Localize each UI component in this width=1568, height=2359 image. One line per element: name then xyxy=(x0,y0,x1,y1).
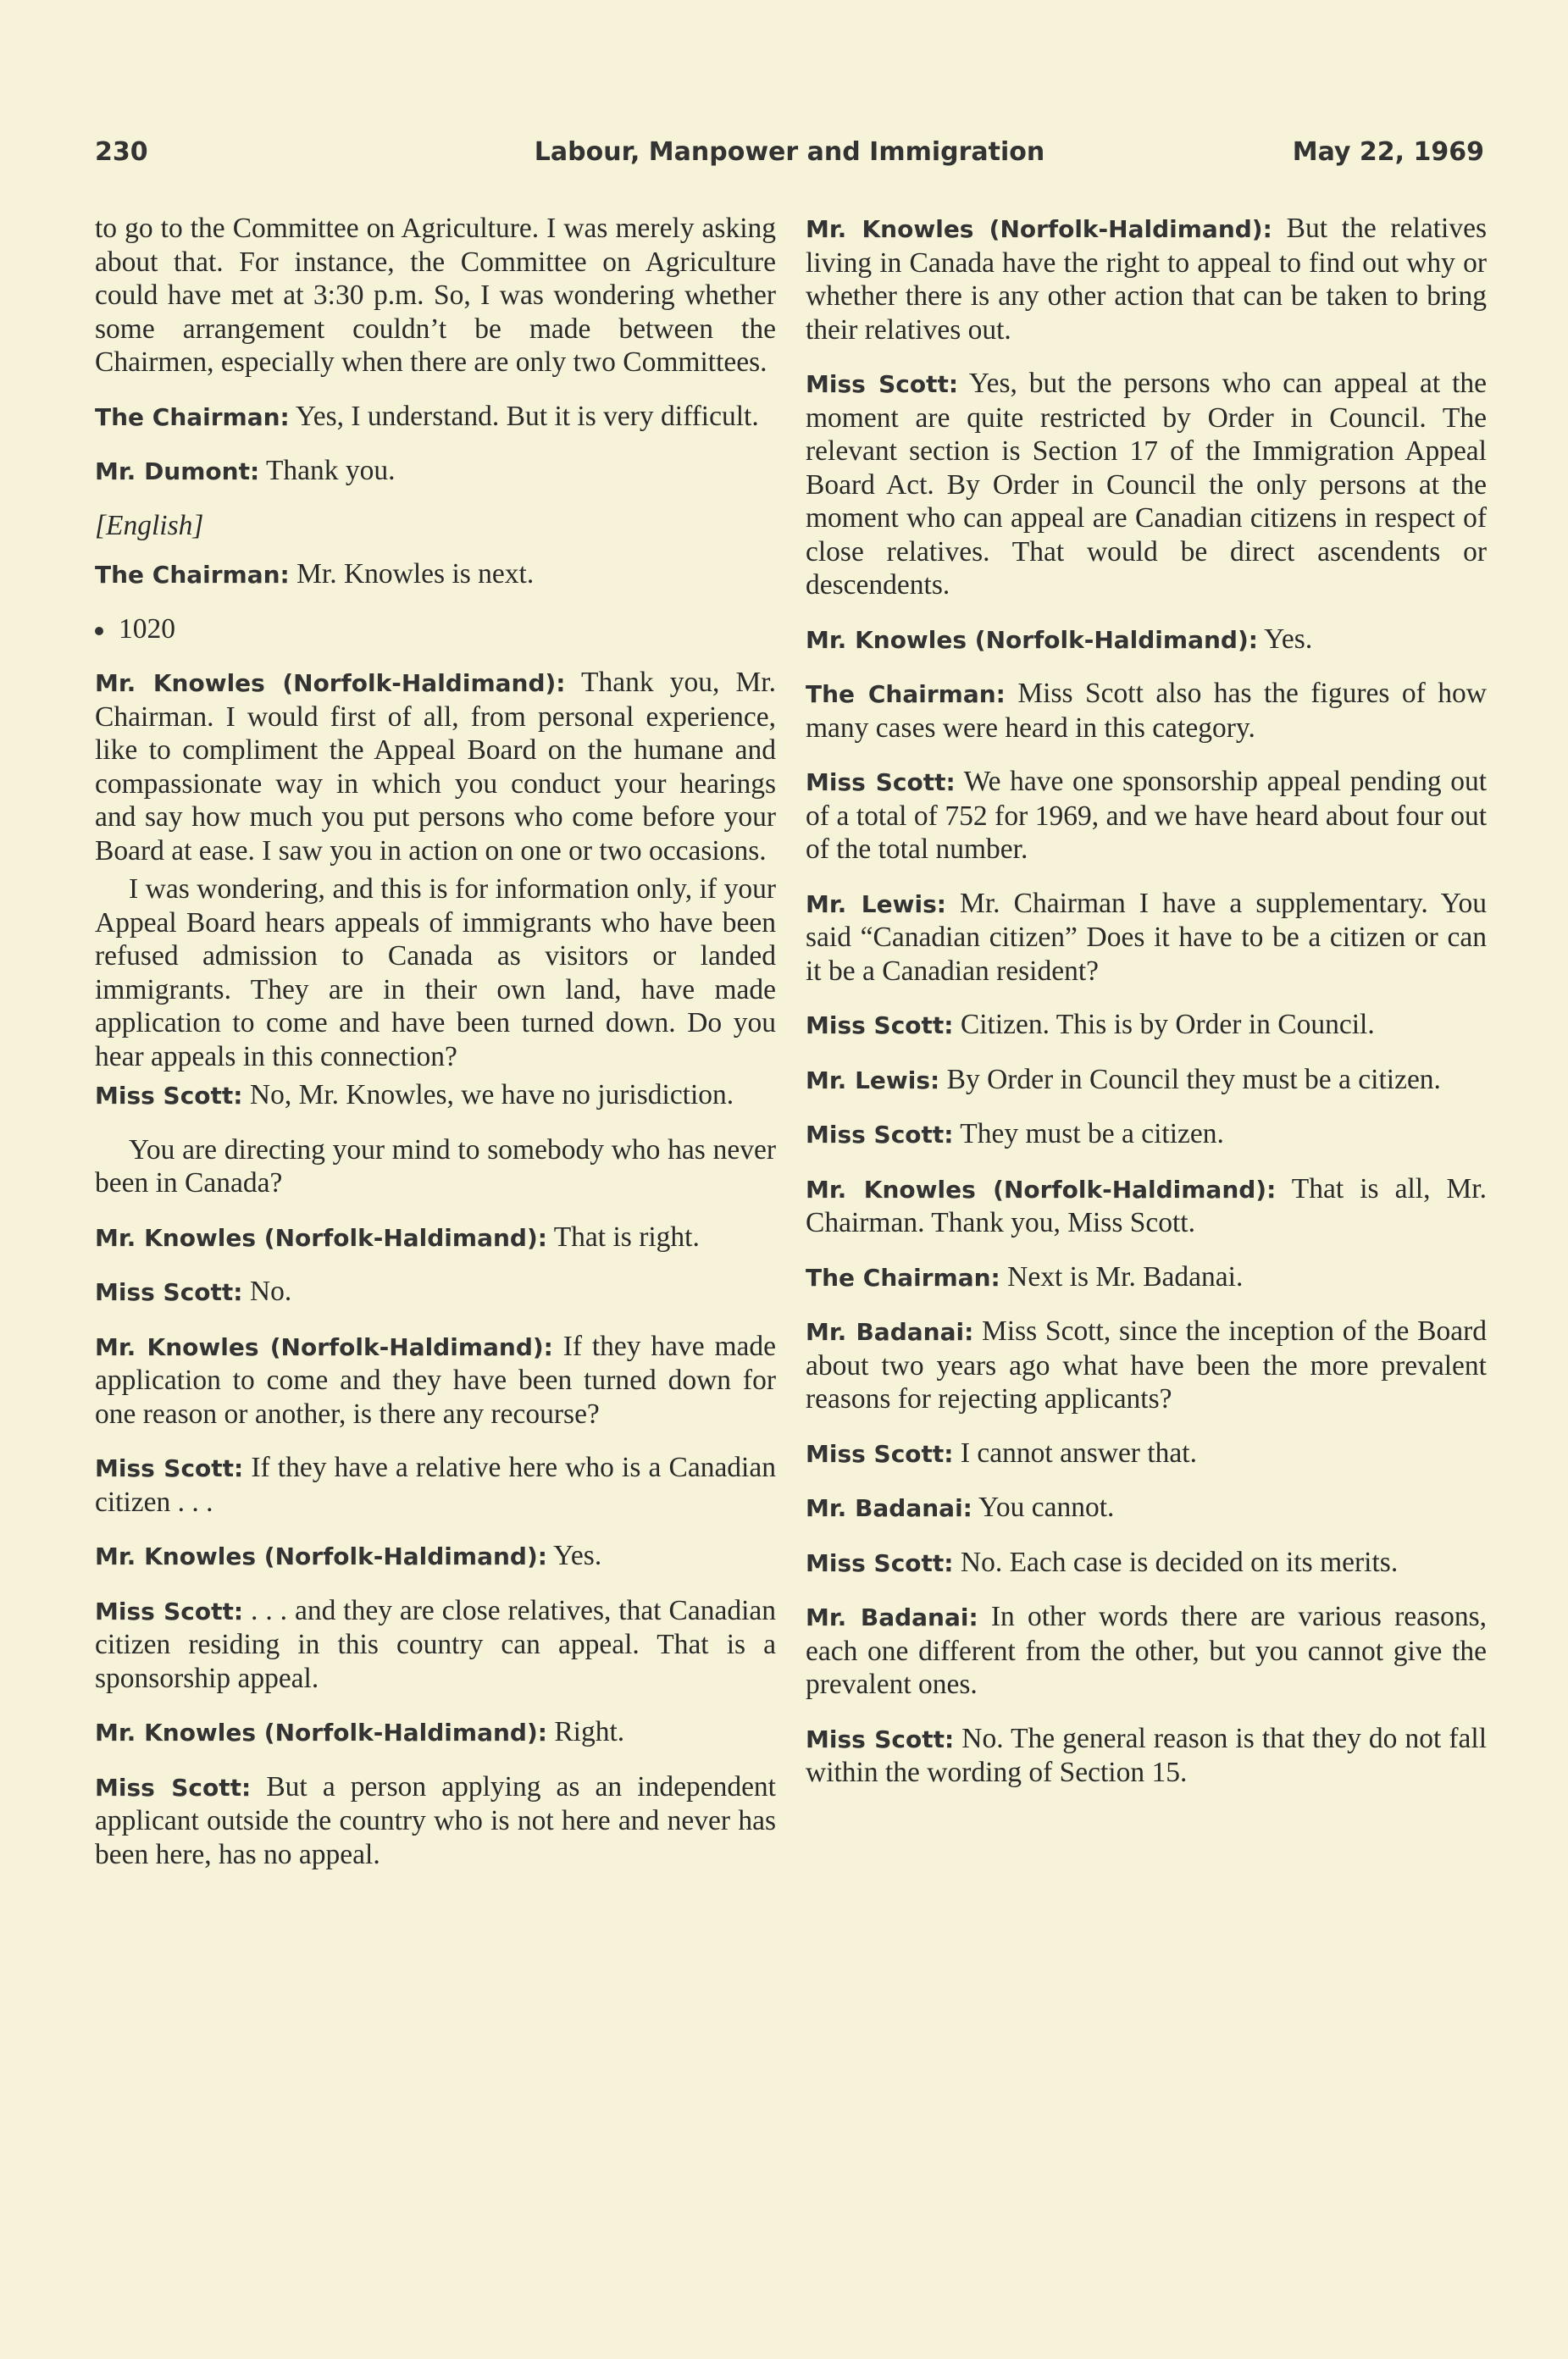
header-date: May 22, 1969 xyxy=(1292,137,1484,167)
speaker-name: The Chairman: xyxy=(95,402,290,431)
paragraph xyxy=(806,1491,1487,1526)
paragraph xyxy=(95,1770,776,1872)
speech-text: I cannot answer that. xyxy=(953,1437,1197,1469)
paragraph xyxy=(95,1330,776,1431)
speech-text: Mr. Knowles is next. xyxy=(289,558,535,590)
speaker-name: Mr. Badanai: xyxy=(806,1603,978,1631)
paragraph xyxy=(95,1221,776,1255)
speaker-name: Mr. Knowles (Norfolk-Haldimand): xyxy=(95,1223,547,1252)
time-marker: 1020 xyxy=(95,612,776,646)
paragraph xyxy=(95,1539,776,1574)
speech-text: Thank you, Mr. Chairman. I would first of all, from personal experience, like to compliment the Appeal Board on the humane and compassionate way in which you conduct your hearings and say how much you put persons who come before your Board at ease. I saw you in action on one or two occasions. xyxy=(95,667,776,867)
speaker-name: Miss Scott: xyxy=(95,1773,252,1802)
paragraph xyxy=(806,765,1487,867)
speech-text: By Order in Council they must be a citizen. xyxy=(939,1063,1441,1095)
speaker-name: Miss Scott: xyxy=(806,1725,955,1753)
right-column xyxy=(806,212,1487,1810)
speech-text: No. The general reason is that they do not fall within the wording of Section 15. xyxy=(806,1722,1487,1788)
paragraph xyxy=(806,1600,1487,1702)
speech-text: Yes. xyxy=(546,1540,602,1571)
speaker-name: The Chairman: xyxy=(95,561,290,589)
speech-text: No. Each case is decided on its merits. xyxy=(953,1546,1399,1578)
paragraph xyxy=(806,1546,1487,1581)
paragraph xyxy=(95,1594,776,1696)
speech-text: Citizen. This is by Order in Council. xyxy=(953,1009,1375,1040)
speaker-name: Mr. Dumont: xyxy=(95,457,260,485)
left-column xyxy=(95,212,776,1891)
speech-text: No, Mr. Knowles, we have no jurisdiction. xyxy=(242,1079,734,1110)
paragraph xyxy=(806,1437,1487,1471)
speech-text: Yes, I understand. But it is very difficult. xyxy=(289,400,759,432)
speech-text: Yes. xyxy=(1257,623,1313,655)
speaker-name: Miss Scott: xyxy=(806,768,956,796)
speaker-name: Miss Scott: xyxy=(95,1597,244,1625)
paragraph xyxy=(95,666,776,867)
paragraph xyxy=(95,1078,776,1113)
speech-text: You cannot. xyxy=(972,1492,1115,1523)
speaker-name: Mr. Lewis: xyxy=(806,1066,940,1094)
paragraph xyxy=(806,1722,1487,1790)
paragraph xyxy=(95,1451,776,1519)
paragraph: to go to the Committee on Agriculture. I was merely asking about that. For instance, the Committee on Agriculture could have met at 3:30 p.m. So, I was wondering whether some arrangement couldn’t be made between the Chairmen, especially when there are only two Committees. xyxy=(95,213,776,378)
speaker-name: Mr. Knowles (Norfolk-Haldimand): xyxy=(95,669,566,697)
paragraph xyxy=(806,1260,1487,1295)
speaker-name: Mr. Badanai: xyxy=(806,1494,972,1522)
speech-text: We have one sponsorship appeal pending out of a total of 752 for 1969, and we have heard about four out of the total number. xyxy=(806,766,1488,865)
paragraph xyxy=(806,367,1487,602)
speaker-name: Miss Scott: xyxy=(95,1454,244,1482)
speech-text: If they have a relative here who is a Canadian citizen . . . xyxy=(95,1452,776,1518)
speaker-name: Miss Scott: xyxy=(806,1121,954,1149)
speech-text: In other words there are various reasons, each one different from the other, but you cannot give the prevalent ones. xyxy=(806,1601,1487,1700)
speaker-name: Miss Scott: xyxy=(806,1439,954,1468)
paragraph xyxy=(806,1315,1487,1416)
paragraph xyxy=(806,1008,1487,1043)
speaker-name: Miss Scott: xyxy=(806,370,959,398)
speech-text: If they have made application to come and they have been turned down for one reason or another, is there any recourse? xyxy=(95,1330,776,1430)
speech-text: Miss Scott, since the inception of the Board about two years ago what have been the more prevalent reasons for rejecting applicants? xyxy=(806,1315,1487,1415)
paragraph xyxy=(806,212,1487,346)
speech-text: Yes, but the persons who can appeal at the moment are quite restricted by Order in Council. The relevant section is Section 17 of the Immigration Appeal Board Act. By Order in Council the only persons at the moment who can appeal are Canadian citizens in respect of close relatives. That would be direct ascendents or descendents. xyxy=(806,368,1488,601)
running-title: Labour, Manpower and Immigration xyxy=(534,137,1045,167)
paragraph: You are directing your mind to somebody who has never been in Canada? xyxy=(95,1133,776,1199)
paragraph xyxy=(806,1063,1487,1098)
speaker-name: Mr. Knowles (Norfolk-Haldimand): xyxy=(95,1542,547,1570)
speech-text: Next is Mr. Badanai. xyxy=(1000,1260,1244,1293)
speaker-name: Miss Scott: xyxy=(95,1082,243,1110)
speaker-name: Miss Scott: xyxy=(95,1278,243,1306)
speaker-name: The Chairman: xyxy=(806,680,1006,708)
page-number: 230 xyxy=(95,137,148,167)
speech-text: . . . and they are close relatives, that Canadian citizen residing in this country can appeal. That is a sponsorship appeal. xyxy=(95,1594,776,1694)
speech-text: Thank you. xyxy=(259,455,396,486)
speech-text: Miss Scott also has the figures of how many cases were heard in this category. xyxy=(806,678,1487,744)
speaker-name: The Chairman: xyxy=(806,1263,1000,1292)
paragraph xyxy=(806,1172,1487,1240)
speech-text: But a person applying as an independent applicant outside the country who is not here and never has been here, has no appeal. xyxy=(95,1770,776,1870)
paragraph xyxy=(95,557,776,592)
speech-text: That is all, Mr. Chairman. Thank you, Miss Scott. xyxy=(806,1172,1487,1238)
speech-text: But the relatives living in Canada have the right to appeal to find out why or whether there is any other action that can be taken to bring their relatives out. xyxy=(806,213,1487,346)
speaker-name: Mr. Knowles (Norfolk-Haldimand): xyxy=(95,1719,547,1747)
paragraph xyxy=(806,1117,1487,1152)
speech-text: Right. xyxy=(546,1716,625,1747)
speaker-name: Mr. Knowles (Norfolk-Haldimand): xyxy=(806,625,1258,654)
page-header xyxy=(95,137,1484,178)
paragraph: I was wondering, and this is for information only, if your Appeal Board hears appeals of immigrants who have been refused admission to Canada as visitors or landed immigrants. They are in their own land, have made application to come and have been turned down. Do you hear appeals in this connection? xyxy=(95,873,776,1072)
paragraph xyxy=(95,1715,776,1750)
paragraph xyxy=(806,677,1487,745)
speaker-name: Miss Scott: xyxy=(806,1548,954,1577)
speaker-name: Miss Scott: xyxy=(806,1011,954,1039)
speech-text: Mr. Chairman I have a supplementary. You said “Canadian citizen” Does it have to be a citizen or can it be a Canadian resident? xyxy=(806,887,1487,987)
speaker-name: Mr. Knowles (Norfolk-Haldimand): xyxy=(806,1175,1277,1204)
speech-text: They must be a citizen. xyxy=(953,1118,1224,1149)
language-marker: [English] xyxy=(95,509,204,541)
speaker-name: Mr. Knowles (Norfolk-Haldimand): xyxy=(95,1332,553,1361)
speaker-name: Mr. Lewis: xyxy=(806,889,946,918)
paragraph xyxy=(806,623,1487,657)
paragraph xyxy=(95,400,776,435)
paragraph xyxy=(806,887,1487,988)
speech-text: That is right. xyxy=(546,1221,700,1253)
speaker-name: Mr. Knowles (Norfolk-Haldimand): xyxy=(806,215,1272,243)
paragraph xyxy=(95,1275,776,1310)
paragraph xyxy=(95,454,776,489)
bullet-icon xyxy=(95,627,103,635)
speech-text: No. xyxy=(242,1276,292,1307)
speaker-name: Mr. Badanai: xyxy=(806,1318,974,1346)
